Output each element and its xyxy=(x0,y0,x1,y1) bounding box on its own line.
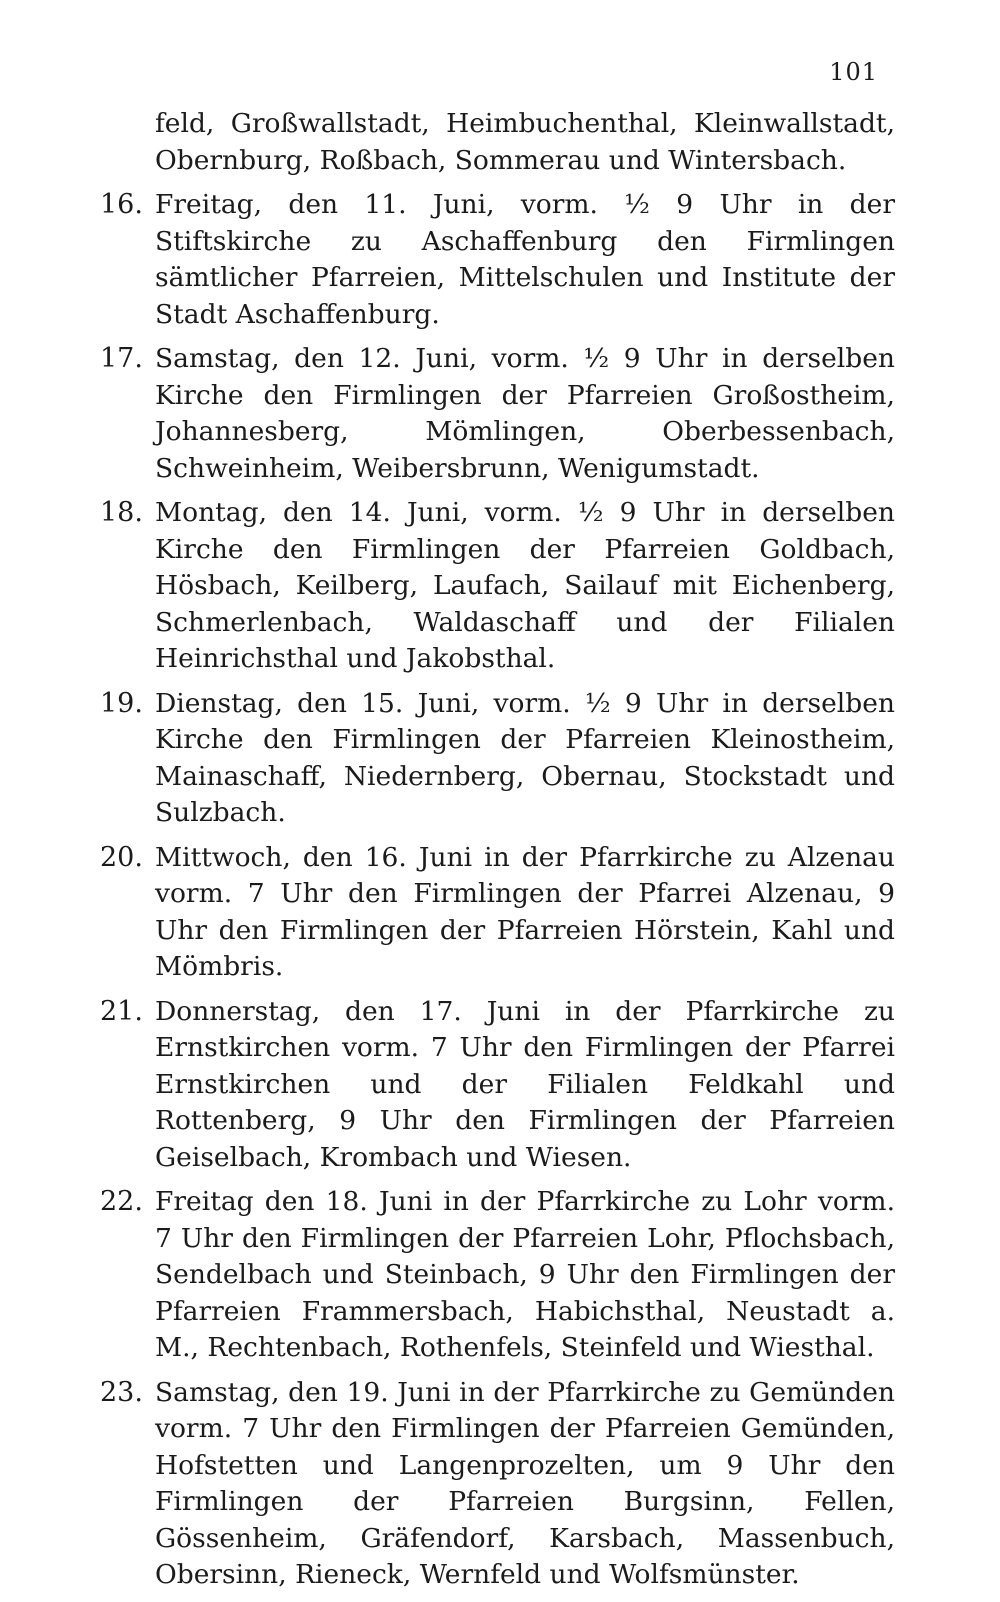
entry-number: 16. xyxy=(100,189,143,220)
entry-text: Donnerstag, den 17. Juni in der Pfarrkirche zu Ernstkirchen vorm. 7 Uhr den Firmlingen der Pfarrei Ernstkirchen und der Filialen Feldkahl und Rottenberg, 9 Uhr den Firmlingen der Pfarreien Geiselbach, Krombach und Wiesen. xyxy=(155,995,895,1173)
entry-text: Dienstag, den 15. Juni, vorm. ½ 9 Uhr in derselben Kirche den Firmlingen der Pfarreien Kleinostheim, Mainaschaff, Niedernberg, Obernau, Stockstadt und Sulzbach. xyxy=(155,687,895,828)
entry-number: 22. xyxy=(100,1186,143,1217)
entry-number: 19. xyxy=(100,687,143,719)
entry-number: 17. xyxy=(100,343,143,374)
schedule-entry-18 xyxy=(100,495,895,678)
entry-number: 21. xyxy=(100,995,143,1027)
schedule-entry-21 xyxy=(100,994,895,1177)
entry-number: 18. xyxy=(100,497,143,528)
entry-number: 20. xyxy=(100,841,143,873)
entry-text: Freitag, den 11. Juni, vorm. ½ 9 Uhr in der Stiftskirche zu Aschaffenburg den Firmlingen sämtlicher Pfarreien, Mittelschulen und Institute der Stadt Aschaffenburg. xyxy=(155,189,895,330)
schedule-entry-16 xyxy=(100,187,895,333)
schedule-list xyxy=(100,106,895,1602)
page-number: 101 xyxy=(829,58,878,86)
entry-number: 23. xyxy=(100,1376,143,1408)
schedule-entry-20 xyxy=(100,840,895,986)
entry-text: Montag, den 14. Juni, vorm. ½ 9 Uhr in derselben Kirche den Firmlingen der Pfarreien Goldbach, Hösbach, Keilberg, Laufach, Sailauf mit Eichenberg, Schmerlenbach, Waldaschaff und der Filialen Heinrichsthal und Jakobsthal. xyxy=(155,497,895,674)
entry-text: Samstag, den 19. Juni in der Pfarrkirche zu Gemünden vorm. 7 Uhr den Firmlingen der Pfarreien Gemünden, Hofstetten und Langenprozelten, um 9 Uhr den Firmlingen der Pfarreien Burgsinn, Fellen, Gössenheim, Gräfendorf, Karsbach, Massenbuch, Obersinn, Rieneck, Wernfeld und Wolfsmünster. xyxy=(155,1376,895,1590)
schedule-entry-17 xyxy=(100,341,895,487)
schedule-entry-19 xyxy=(100,686,895,832)
entry-text: Mittwoch, den 16. Juni in der Pfarrkirche zu Alzenau vorm. 7 Uhr den Firmlingen der Pfarrei Alzenau, 9 Uhr den Firmlingen der Pfarreien Hörstein, Kahl und Mömbris. xyxy=(155,841,895,982)
entry-text: Freitag den 18. Juni in der Pfarrkirche zu Lohr vorm. 7 Uhr den Firmlingen der Pfarreien Lohr, Pflochsbach, Sendelbach und Steinbach, 9 Uhr den Firmlingen der Pfarreien Frammersbach, Habichsthal, Neustadt a. M., Rechtenbach, Rothenfels, Steinfeld und Wiesthal. xyxy=(155,1186,895,1363)
schedule-entry-23 xyxy=(100,1375,895,1594)
continuation-paragraph: feld, Großwallstadt, Heimbuchenthal, Kleinwallstadt, Obernburg, Roßbach, Sommerau und Wintersbach. xyxy=(155,108,895,176)
schedule-entry-22 xyxy=(100,1184,895,1367)
entry-text: Samstag, den 12. Juni, vorm. ½ 9 Uhr in derselben Kirche den Firmlingen der Pfarreien Großostheim, Johannesberg, Mömlingen, Oberbessenbach, Schweinheim, Weibersbrunn, Wenigumstadt. xyxy=(155,343,895,484)
